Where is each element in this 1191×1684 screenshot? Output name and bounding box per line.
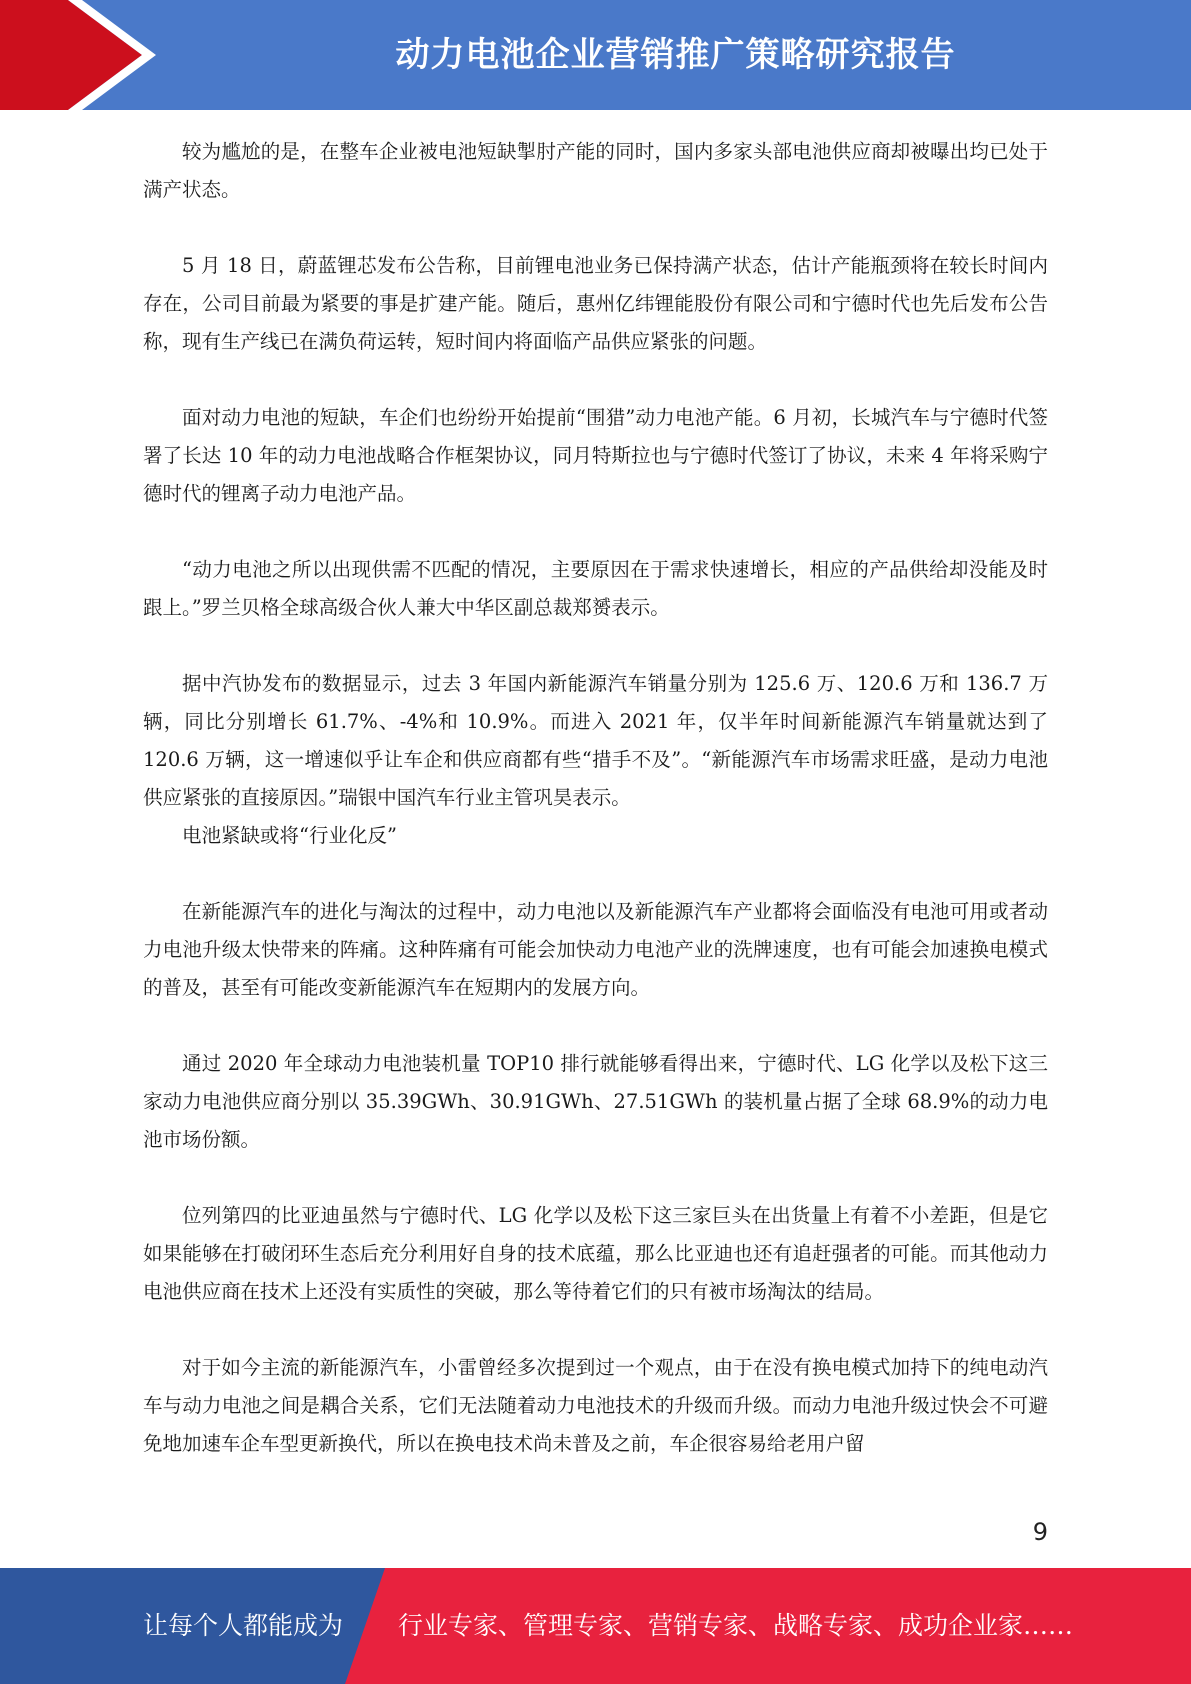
paragraph-1: 较为尴尬的是，在整车企业被电池短缺掣肘产能的同时，国内多家头部电池供应商却被曝出均已处于满产状态。 [143, 140, 1048, 201]
footer-slogan-right: 行业专家、管理专家、营销专家、战略专家、成功企业家…… [398, 1611, 1074, 1640]
page-number: 9 [1032, 1518, 1048, 1546]
paragraph-7: 通过 2020 年全球动力电池装机量 TOP10 排行就能够看得出来，宁德时代、LG 化学以及松下这三家动力电池供应商分别以 35.39GWh、30.91GWh、27.51GWh 的装机量占据了全球 68.9%的动力电池市场份额。 [143, 1052, 1048, 1151]
paragraph-2: 5 月 18 日，蔚蓝锂芯发布公告称，目前锂电池业务已保持满产状态，估计产能瓶颈将在较长时间内存在，公司目前最为紧要的事是扩建产能。随后，惠州亿纬锂能股份有限公司和宁德时代也先后发布公告称，现有生产线已在满负荷运转，短时间内将面临产品供应紧张的问题。 [143, 254, 1048, 353]
document-body [143, 133, 1048, 1501]
paragraph-6: 在新能源汽车的进化与淘汰的过程中，动力电池以及新能源汽车产业都将会面临没有电池可用或者动力电池升级太快带来的阵痛。这种阵痛有可能会加快动力电池产业的洗牌速度，也有可能会加速换电模式的普及，甚至有可能改变新能源汽车在短期内的发展方向。 [143, 900, 1048, 999]
paragraph-8: 位列第四的比亚迪虽然与宁德时代、LG 化学以及松下这三家巨头在出货量上有着不小差距，但是它如果能够在打破闭环生态后充分利用好自身的技术底蕴，那么比亚迪也还有追赶强者的可能。而其他动力电池供应商在技术上还没有实质性的突破，那么等待着它们的只有被市场淘汰的结局。 [143, 1204, 1048, 1303]
section-subheading: 电池紧缺或将“行业化反” [182, 824, 397, 847]
header-banner [0, 0, 1191, 110]
paragraph-5: 据中汽协发布的数据显示，过去 3 年国内新能源汽车销量分别为 125.6 万、120.6 万和 136.7 万辆，同比分别增长 61.7%、-4%和 10.9%。而进入 2021 年，仅半年时间新能源汽车销量就达到了 120.6 万辆，这一增速似乎让车企和供应商都有些“措手不及”。“新能源汽车市场需求旺盛，是动力电池供应紧张的直接原因。”瑞银中国汽车行业主管巩昊表示。 [143, 672, 1048, 809]
document-title: 动力电池企业营销推广策略研究报告 [395, 35, 956, 75]
footer-slogan-left: 让每个人都能成为 [143, 1611, 344, 1640]
header-arrow-decoration [0, 0, 160, 110]
paragraph-9: 对于如今主流的新能源汽车，小雷曾经多次提到过一个观点，由于在没有换电模式加持下的纯电动汽车与动力电池之间是耦合关系，它们无法随着动力电池技术的升级而升级。而动力电池升级过快会不可避免地加速车企车型更新换代，所以在换电技术尚未普及之前，车企很容易给老用户留 [143, 1356, 1048, 1455]
paragraph-4: “动力电池之所以出现供需不匹配的情况，主要原因在于需求快速增长，相应的产品供给却没能及时跟上。”罗兰贝格全球高级合伙人兼大中华区副总裁郑赟表示。 [143, 558, 1048, 619]
paragraph-3: 面对动力电池的短缺，车企们也纷纷开始提前“围猎”动力电池产能。6 月初，长城汽车与宁德时代签署了长达 10 年的动力电池战略合作框架协议，同月特斯拉也与宁德时代签订了协议，未来 4 年将采购宁德时代的锂离子动力电池产品。 [143, 406, 1048, 505]
footer-banner [0, 1568, 1191, 1684]
